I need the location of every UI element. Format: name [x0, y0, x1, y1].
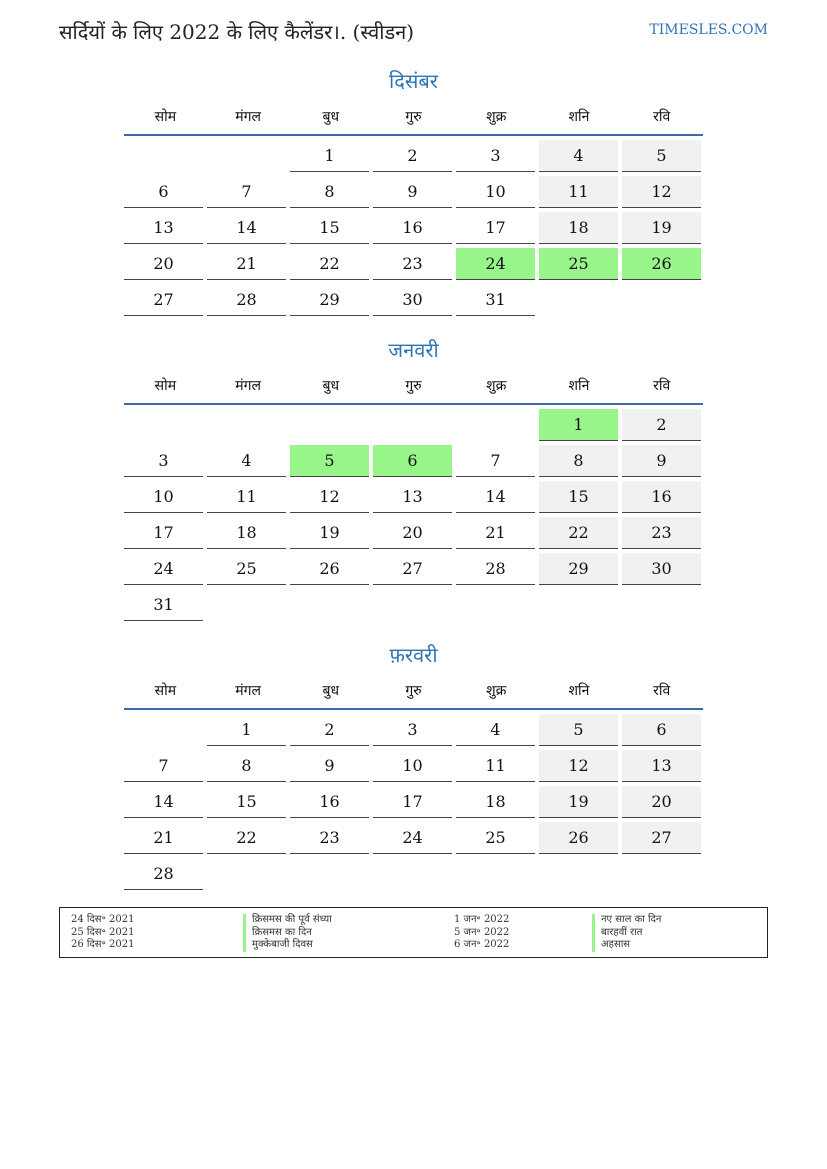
day-cell: 16 [373, 212, 452, 244]
day-cell: 8 [539, 445, 618, 477]
day-cell: 7 [124, 750, 203, 782]
day-cell: 27 [124, 284, 203, 316]
empty-cell [207, 589, 286, 621]
day-cell: 17 [373, 786, 452, 818]
day-cell: 16 [622, 481, 701, 513]
day-cell: 26 [539, 822, 618, 854]
day-cell: 13 [124, 212, 203, 244]
day-cell: 14 [124, 786, 203, 818]
empty-cell [539, 284, 618, 316]
day-cell: 13 [622, 750, 701, 782]
week-row [124, 517, 703, 553]
site-link[interactable]: TIMESLES.COM [649, 22, 768, 38]
day-cell: 18 [456, 786, 535, 818]
day-cell: 22 [290, 248, 369, 280]
day-cell: 26 [622, 248, 701, 280]
day-cell: 30 [622, 553, 701, 585]
day-cell: 12 [539, 750, 618, 782]
day-cell: 6 [124, 176, 203, 208]
day-cell: 10 [373, 750, 452, 782]
week-row [124, 589, 703, 625]
day-cell: 29 [290, 284, 369, 316]
week-row [124, 858, 703, 894]
day-cell: 25 [456, 822, 535, 854]
day-cell: 2 [290, 714, 369, 746]
empty-cell [207, 409, 286, 441]
weekday-label: शुक्र [486, 682, 507, 699]
day-cell: 31 [124, 589, 203, 621]
day-cell: 8 [290, 176, 369, 208]
week-row [124, 553, 703, 589]
weekday-label: गुरु [405, 682, 422, 699]
empty-cell [124, 409, 203, 441]
empty-cell [622, 284, 701, 316]
day-cell: 1 [539, 409, 618, 441]
page-title: सर्दियों के लिए 2022 के लिए कैलेंडर।. (स्वीडन) [59, 20, 415, 44]
empty-cell [290, 409, 369, 441]
weekday-label: रवि [653, 682, 671, 699]
day-cell: 15 [539, 481, 618, 513]
weekday-label: गुरु [405, 108, 422, 125]
legend-dates-right [454, 914, 509, 952]
week-row [124, 481, 703, 517]
legend-holiday-name: नए साल का दिन [592, 914, 661, 927]
day-cell: 9 [373, 176, 452, 208]
week-row [124, 750, 703, 786]
day-cell: 7 [456, 445, 535, 477]
weekday-label: गुरु [405, 377, 422, 394]
empty-cell [539, 858, 618, 890]
holiday-legend [59, 907, 768, 958]
empty-cell [622, 589, 701, 621]
legend-holiday-name: क्रिसमस की पूर्व संध्या [243, 914, 332, 927]
day-cell: 12 [622, 176, 701, 208]
day-cell: 11 [207, 481, 286, 513]
legend-date: 26 दिस॰ 2021 [71, 939, 135, 950]
empty-cell [539, 589, 618, 621]
day-cell: 24 [373, 822, 452, 854]
day-cell: 20 [373, 517, 452, 549]
empty-cell [373, 589, 452, 621]
empty-cell [622, 858, 701, 890]
day-cell: 23 [373, 248, 452, 280]
calendar-grid [124, 136, 703, 320]
day-cell: 23 [622, 517, 701, 549]
day-cell: 6 [373, 445, 452, 477]
legend-date: 25 दिस॰ 2021 [71, 926, 135, 938]
weekday-label: शुक्र [486, 377, 507, 394]
day-cell: 17 [456, 212, 535, 244]
day-cell: 26 [290, 553, 369, 585]
day-cell: 29 [539, 553, 618, 585]
day-cell: 8 [207, 750, 286, 782]
weekday-label: रवि [653, 377, 671, 394]
day-cell: 5 [539, 714, 618, 746]
day-cell: 21 [124, 822, 203, 854]
day-cell: 15 [290, 212, 369, 244]
month-december [124, 66, 703, 320]
day-cell: 11 [456, 750, 535, 782]
month-title: फ़रवरी [389, 643, 438, 667]
day-cell: 28 [456, 553, 535, 585]
day-cell: 20 [124, 248, 203, 280]
day-cell: 5 [622, 140, 701, 172]
weekday-label: शनि [568, 108, 590, 125]
empty-cell [456, 409, 535, 441]
day-cell: 10 [456, 176, 535, 208]
legend-names-left [243, 914, 332, 952]
day-cell: 25 [539, 248, 618, 280]
week-row [124, 714, 703, 750]
day-cell: 19 [622, 212, 701, 244]
weekday-label: बुध [322, 108, 340, 125]
day-cell: 27 [622, 822, 701, 854]
empty-cell [373, 858, 452, 890]
empty-cell [124, 140, 203, 172]
day-cell: 3 [456, 140, 535, 172]
day-cell: 30 [373, 284, 452, 316]
weekday-label: बुध [322, 682, 340, 699]
day-cell: 14 [207, 212, 286, 244]
day-cell: 28 [207, 284, 286, 316]
legend-holiday-name: क्रिसमस का दिन [243, 927, 332, 940]
day-cell: 18 [539, 212, 618, 244]
legend-date: 6 जन॰ 2022 [454, 939, 510, 950]
weekday-label: मंगल [235, 108, 261, 125]
day-cell: 25 [207, 553, 286, 585]
day-cell: 4 [456, 714, 535, 746]
week-row [124, 786, 703, 822]
empty-cell [207, 140, 286, 172]
weekday-label: बुध [322, 377, 340, 394]
day-cell: 7 [207, 176, 286, 208]
day-cell: 9 [290, 750, 369, 782]
calendar-grid [124, 710, 703, 894]
calendar-grid [124, 405, 703, 625]
day-cell: 20 [622, 786, 701, 818]
empty-cell [456, 858, 535, 890]
legend-dates-left [71, 914, 134, 952]
day-cell: 24 [124, 553, 203, 585]
legend-holiday-name: बारहवीं रात [592, 927, 661, 940]
day-cell: 12 [290, 481, 369, 513]
day-cell: 2 [622, 409, 701, 441]
empty-cell [290, 858, 369, 890]
day-cell: 11 [539, 176, 618, 208]
day-cell: 19 [539, 786, 618, 818]
day-cell: 2 [373, 140, 452, 172]
week-row [124, 409, 703, 445]
day-cell: 21 [207, 248, 286, 280]
day-cell: 3 [373, 714, 452, 746]
day-cell: 21 [456, 517, 535, 549]
legend-names-right [592, 914, 661, 952]
weekday-header [124, 98, 703, 136]
weekday-label: मंगल [235, 682, 261, 699]
empty-cell [290, 589, 369, 621]
week-row [124, 140, 703, 176]
day-cell: 6 [622, 714, 701, 746]
day-cell: 9 [622, 445, 701, 477]
day-cell: 13 [373, 481, 452, 513]
empty-cell [124, 714, 203, 746]
month-january [124, 335, 703, 625]
day-cell: 16 [290, 786, 369, 818]
day-cell: 31 [456, 284, 535, 316]
week-row [124, 176, 703, 212]
empty-cell [373, 409, 452, 441]
weekday-label: सोम [154, 377, 177, 394]
empty-cell [456, 589, 535, 621]
legend-holiday-name: मुक्केबाजी दिवस [243, 939, 332, 952]
day-cell: 19 [290, 517, 369, 549]
day-cell: 15 [207, 786, 286, 818]
legend-date: 1 जन॰ 2022 [454, 914, 510, 925]
day-cell: 1 [290, 140, 369, 172]
day-cell: 24 [456, 248, 535, 280]
month-title: दिसंबर [389, 69, 438, 93]
week-row [124, 212, 703, 248]
weekday-label: सोम [154, 682, 177, 699]
week-row [124, 445, 703, 481]
legend-date: 24 दिस॰ 2021 [71, 914, 135, 925]
day-cell: 23 [290, 822, 369, 854]
day-cell: 3 [124, 445, 203, 477]
day-cell: 4 [539, 140, 618, 172]
weekday-label: शुक्र [486, 108, 507, 125]
day-cell: 27 [373, 553, 452, 585]
day-cell: 10 [124, 481, 203, 513]
weekday-label: रवि [653, 108, 671, 125]
week-row [124, 248, 703, 284]
weekday-header [124, 672, 703, 710]
day-cell: 28 [124, 858, 203, 890]
day-cell: 1 [207, 714, 286, 746]
month-title: जनवरी [388, 338, 439, 362]
legend-holiday-name: अहसास [592, 939, 661, 952]
day-cell: 14 [456, 481, 535, 513]
day-cell: 18 [207, 517, 286, 549]
weekday-header [124, 367, 703, 405]
empty-cell [207, 858, 286, 890]
weekday-label: शनि [568, 682, 590, 699]
day-cell: 22 [539, 517, 618, 549]
day-cell: 5 [290, 445, 369, 477]
month-february [124, 640, 703, 894]
day-cell: 17 [124, 517, 203, 549]
weekday-label: मंगल [235, 377, 261, 394]
weekday-label: सोम [154, 108, 177, 125]
weekday-label: शनि [568, 377, 590, 394]
week-row [124, 284, 703, 320]
legend-date: 5 जन॰ 2022 [454, 926, 510, 938]
week-row [124, 822, 703, 858]
day-cell: 4 [207, 445, 286, 477]
day-cell: 22 [207, 822, 286, 854]
